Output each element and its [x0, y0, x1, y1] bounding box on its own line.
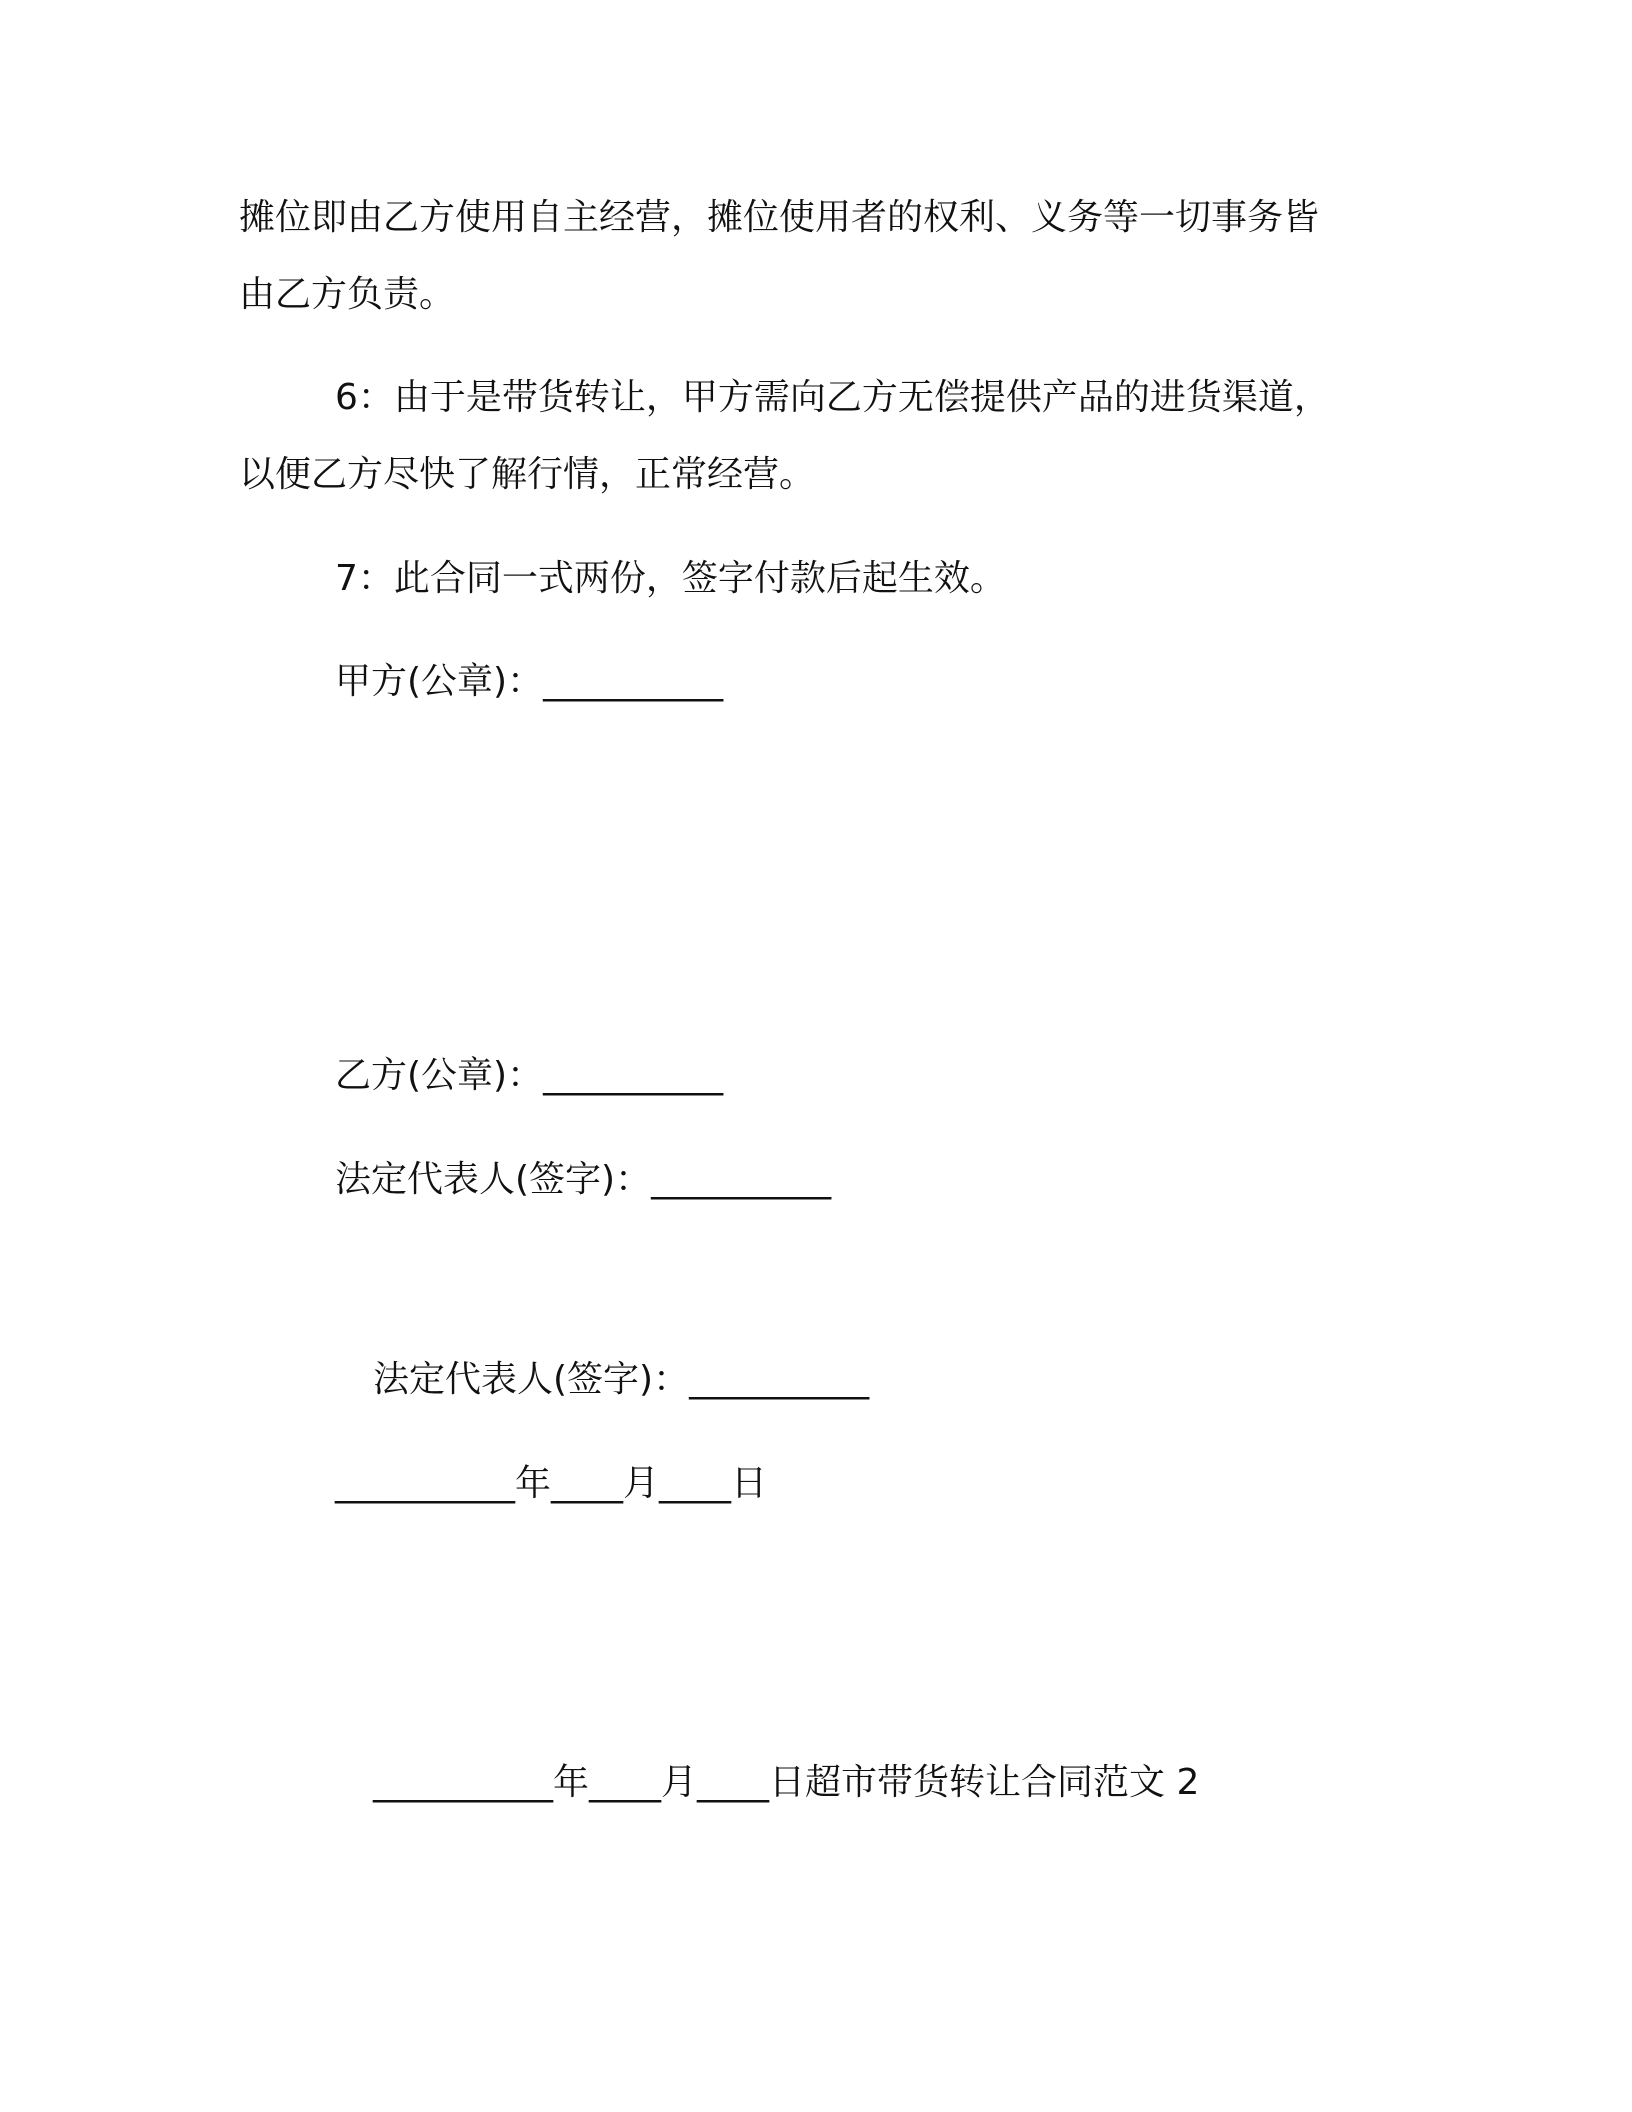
date-line: __________年____月____日 [335, 1463, 767, 1504]
paragraph-line: 7：此合同一式两份，签字付款后起生效。 [335, 558, 1006, 599]
next-section-title: __________年____月____日超市带货转让合同范文 2 [373, 1762, 1200, 1803]
legal-representative-signature-line: 法定代表人(签字)：__________ [373, 1359, 870, 1400]
paragraph-line: 以便乙方尽快了解行情，正常经营。 [239, 454, 816, 495]
legal-representative-signature-line: 法定代表人(签字)：__________ [335, 1159, 832, 1200]
paragraph-line: 摊位即由乙方使用自主经营，摊位使用者的权利、义务等一切事务皆 [239, 197, 1320, 238]
party-b-seal-line: 乙方(公章)：__________ [335, 1055, 724, 1096]
party-a-seal-line: 甲方(公章)：__________ [335, 661, 724, 702]
paragraph-line: 由乙方负责。 [239, 274, 456, 315]
paragraph-line: 6：由于是带货转让，甲方需向乙方无偿提供产品的进货渠道， [335, 377, 1330, 418]
